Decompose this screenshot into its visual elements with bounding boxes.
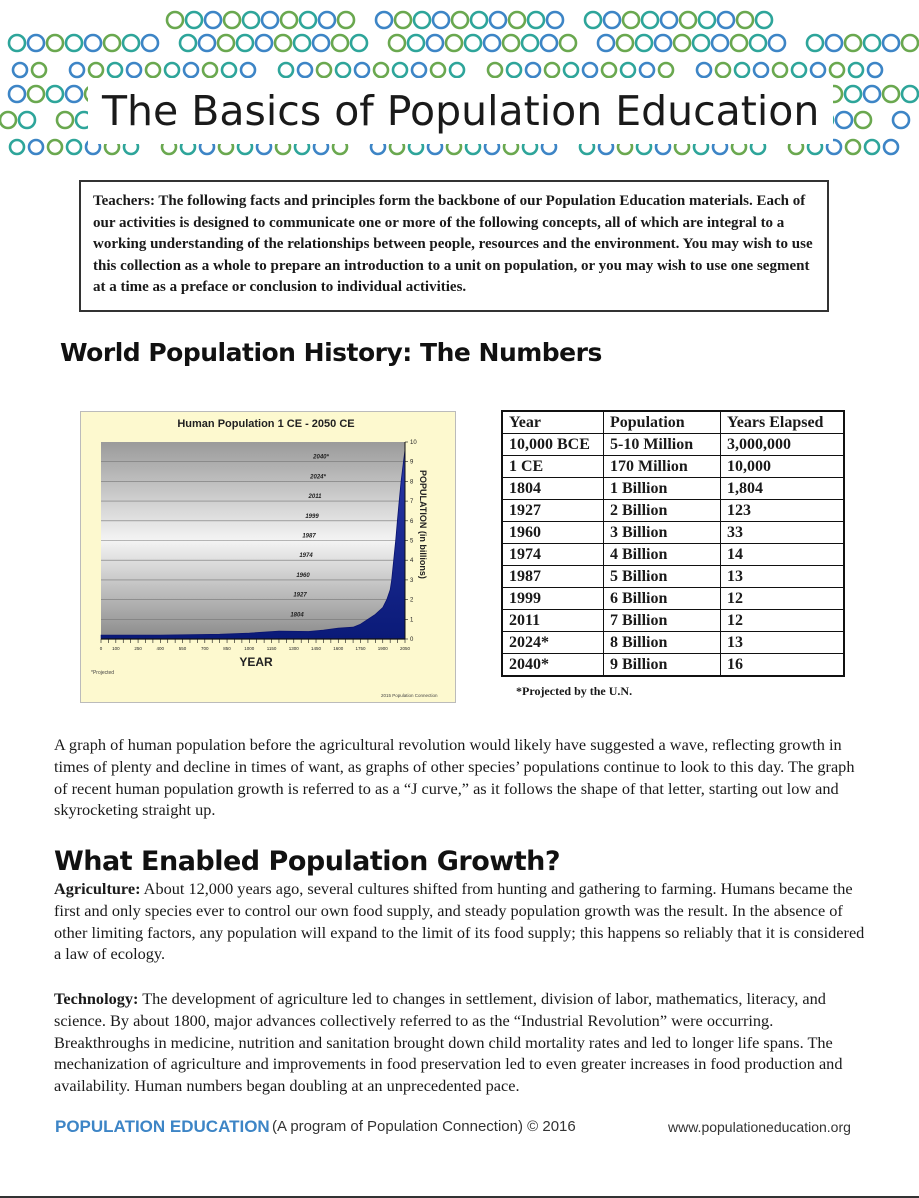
decorative-circle <box>332 35 348 51</box>
decorative-circle <box>522 35 538 51</box>
decorative-circle <box>712 35 728 51</box>
decorative-circle <box>408 35 424 51</box>
decorative-circle <box>389 35 405 51</box>
x-tick-label: 2050 <box>399 646 411 651</box>
table-footnote: *Projected by the U.N. <box>516 684 633 698</box>
decorative-circle <box>224 12 240 28</box>
cell-population: 1 Billion <box>604 478 721 500</box>
decorative-circle <box>446 35 462 51</box>
decorative-circle <box>431 63 445 77</box>
milestone-label: 2011 <box>308 494 322 501</box>
decorative-circle <box>585 12 601 28</box>
x-tick-label: 550 <box>178 646 187 651</box>
population-table <box>501 410 845 677</box>
col-header-years-elapsed: Years Elapsed <box>721 411 845 434</box>
decorative-circle <box>85 35 101 51</box>
projected-note: *Projected <box>91 670 115 676</box>
decorative-circle <box>108 63 122 77</box>
decorative-circle <box>222 63 236 77</box>
decorative-circle <box>547 12 563 28</box>
decorative-circle <box>659 63 673 77</box>
decorative-circle <box>604 12 620 28</box>
decorative-circle <box>298 63 312 77</box>
decorative-circle <box>9 35 25 51</box>
decorative-circle <box>47 35 63 51</box>
decorative-circle <box>241 63 255 77</box>
cell-years-elapsed: 1,804 <box>721 478 845 500</box>
y-tick-label: 7 <box>410 499 414 506</box>
decorative-circle <box>336 63 350 77</box>
decorative-circle <box>769 35 785 51</box>
agriculture-label: Agriculture: <box>54 879 141 898</box>
decorative-circle <box>507 63 521 77</box>
decorative-circle <box>811 63 825 77</box>
cell-population: 3 Billion <box>604 522 721 544</box>
milestone-label: 2040* <box>313 454 329 461</box>
decorative-circle <box>526 63 540 77</box>
x-tick-label: 1300 <box>288 646 299 651</box>
cell-population: 9 Billion <box>604 654 721 677</box>
decorative-circle <box>338 12 354 28</box>
decorative-circle <box>243 12 259 28</box>
cell-year: 1974 <box>502 544 604 566</box>
population-chart-svg <box>81 412 455 702</box>
decorative-circle <box>167 12 183 28</box>
col-header-year: Year <box>502 411 604 434</box>
x-tick-label: 850 <box>223 646 231 651</box>
decorative-circle <box>412 63 426 77</box>
decorative-circle <box>19 112 35 128</box>
technology-text: The development of agriculture led to changes in settlement, division of labor, mathematics, literacy, and science. By about 1800, major advances collectively referred to as the “Industrial Revolution” were occurring. Breakthroughs in medicine, nutrition and sanitation brought down child mortality rates and led to longer life spans. The mechanization of agriculture and improvements in food preservation led to even greater increases in food production and availability. Human numbers began doubling at an unprecedented pace. <box>54 989 843 1096</box>
x-tick-label: 0 <box>99 646 103 651</box>
decorative-circle <box>545 63 559 77</box>
milestone-label: 1999 <box>305 513 319 520</box>
cell-years-elapsed: 12 <box>721 588 845 610</box>
decorative-circle <box>237 35 253 51</box>
x-tick-label: 1600 <box>333 646 344 651</box>
decorative-circle <box>674 35 690 51</box>
milestone-label: 1974 <box>299 553 313 560</box>
decorative-circle <box>427 35 443 51</box>
table-row <box>502 588 844 610</box>
decorative-circle <box>376 12 392 28</box>
y-tick-label: 3 <box>410 577 414 584</box>
decorative-circle <box>699 12 715 28</box>
decorative-circle <box>67 140 81 154</box>
decorative-circle <box>868 63 882 77</box>
decorative-circle <box>773 63 787 77</box>
chart-credit: 2015 Population Connection <box>381 693 438 698</box>
decorative-circle <box>66 35 82 51</box>
decorative-circle <box>490 12 506 28</box>
y-tick-label: 4 <box>410 558 414 565</box>
decorative-circle <box>9 86 25 102</box>
decorative-circle <box>636 35 652 51</box>
decorative-circle <box>10 140 24 154</box>
decorative-circle <box>826 35 842 51</box>
table-header-row <box>502 411 844 434</box>
decorative-circle <box>807 35 823 51</box>
cell-population: 5 Billion <box>604 566 721 588</box>
x-tick-label: 1150 <box>266 646 277 651</box>
decorative-circle <box>351 35 367 51</box>
table-row <box>502 500 844 522</box>
decorative-circle <box>123 35 139 51</box>
technology-label: Technology: <box>54 989 139 1008</box>
cell-population: 170 Million <box>604 456 721 478</box>
decorative-circle <box>488 63 502 77</box>
cell-years-elapsed: 10,000 <box>721 456 845 478</box>
decorative-circle <box>104 35 120 51</box>
decorative-circle <box>792 63 806 77</box>
decorative-circle <box>393 63 407 77</box>
cell-year: 1960 <box>502 522 604 544</box>
decorative-circle <box>855 112 871 128</box>
x-axis-label: YEAR <box>239 655 273 669</box>
table-row <box>502 478 844 500</box>
table-row <box>502 632 844 654</box>
y-axis-label: POPULATION (in billions) <box>418 470 428 579</box>
decorative-circle <box>317 63 331 77</box>
decorative-circle <box>845 35 861 51</box>
x-tick-label: 1900 <box>377 646 388 651</box>
decorative-circle <box>57 112 73 128</box>
x-tick-label: 1450 <box>311 646 322 651</box>
decorative-circle <box>640 63 654 77</box>
cell-year: 1999 <box>502 588 604 610</box>
footer-website-link[interactable]: www.populationeducation.org <box>668 1119 851 1135</box>
decorative-circle <box>275 35 291 51</box>
decorative-circle <box>583 63 597 77</box>
decorative-circle <box>902 86 918 102</box>
cell-years-elapsed: 13 <box>721 632 845 654</box>
decorative-circle <box>203 63 217 77</box>
decorative-circle <box>218 35 234 51</box>
decorative-circle <box>655 35 671 51</box>
milestone-label: 2024* <box>310 474 326 481</box>
cell-population: 4 Billion <box>604 544 721 566</box>
decorative-circle <box>205 12 221 28</box>
decorative-circle <box>28 86 44 102</box>
decorative-circle <box>846 140 860 154</box>
cell-population: 6 Billion <box>604 588 721 610</box>
decorative-circle <box>503 35 519 51</box>
decorative-circle <box>750 35 766 51</box>
decorative-circle <box>70 63 84 77</box>
decorative-circle <box>564 63 578 77</box>
section-heading-growth: What Enabled Population Growth? <box>54 846 560 877</box>
decorative-circle <box>465 35 481 51</box>
agriculture-paragraph <box>54 878 866 965</box>
agriculture-text: About 12,000 years ago, several cultures shifted from hunting and gathering to farming. Humans became the first and only species ever to control our own food supply, and steady population growth was the result. In the absence of other limiting factors, any population will expand to the limit of its food supply; this happens so reliably that it is considered a law of ecology. <box>54 879 865 964</box>
x-tick-label: 100 <box>112 646 120 651</box>
decorative-circle <box>754 63 768 77</box>
decorative-circle <box>623 12 639 28</box>
table-row <box>502 522 844 544</box>
decorative-circle <box>186 12 202 28</box>
decorative-circle <box>471 12 487 28</box>
decorative-circle <box>602 63 616 77</box>
cell-years-elapsed: 14 <box>721 544 845 566</box>
decorative-circle <box>883 35 899 51</box>
cell-population: 7 Billion <box>604 610 721 632</box>
y-tick-label: 8 <box>410 479 414 486</box>
cell-years-elapsed: 12 <box>721 610 845 632</box>
decorative-circle <box>849 63 863 77</box>
cell-year: 1987 <box>502 566 604 588</box>
cell-years-elapsed: 33 <box>721 522 845 544</box>
decorative-circle <box>414 12 430 28</box>
y-tick-label: 6 <box>410 518 414 525</box>
decorative-circle <box>452 12 468 28</box>
decorative-circle <box>509 12 525 28</box>
page-title: The Basics of Population Education <box>88 78 833 144</box>
decorative-circle <box>883 86 899 102</box>
col-header-population: Population <box>604 411 721 434</box>
decorative-circle <box>598 35 614 51</box>
cell-years-elapsed: 13 <box>721 566 845 588</box>
cell-years-elapsed: 3,000,000 <box>721 434 845 456</box>
y-tick-label: 2 <box>410 597 414 604</box>
decorative-circle <box>845 86 861 102</box>
decorative-circle <box>864 86 880 102</box>
table-row <box>502 654 844 677</box>
y-tick-label: 10 <box>410 440 417 446</box>
y-tick-label: 1 <box>410 617 414 624</box>
cell-year: 2040* <box>502 654 604 677</box>
decorative-circle <box>127 63 141 77</box>
cell-year: 2024* <box>502 632 604 654</box>
decorative-circle <box>29 140 43 154</box>
table-row <box>502 434 844 456</box>
decorative-circle <box>184 63 198 77</box>
table-row <box>502 456 844 478</box>
decorative-circle <box>262 12 278 28</box>
decorative-circle <box>146 63 160 77</box>
decorative-circle <box>89 63 103 77</box>
decorative-circle <box>319 12 335 28</box>
decorative-circle <box>374 63 388 77</box>
decorative-circle <box>13 63 27 77</box>
decorative-circle <box>621 63 635 77</box>
decorative-circle <box>756 12 772 28</box>
cell-population: 2 Billion <box>604 500 721 522</box>
decorative-circle <box>395 12 411 28</box>
decorative-circle <box>528 12 544 28</box>
decorative-circle <box>48 140 62 154</box>
milestone-label: 1927 <box>293 592 307 599</box>
decorative-circle <box>617 35 633 51</box>
population-chart <box>80 411 456 703</box>
decorative-circle <box>294 35 310 51</box>
decorative-circle <box>28 35 44 51</box>
decorative-circle <box>830 63 844 77</box>
decorative-circle <box>47 86 63 102</box>
decorative-circle <box>737 12 753 28</box>
decorative-circle <box>142 35 158 51</box>
decorative-circle <box>300 12 316 28</box>
decorative-circle <box>716 63 730 77</box>
table-row <box>502 610 844 632</box>
decorative-circle <box>279 63 293 77</box>
cell-population: 5-10 Million <box>604 434 721 456</box>
decorative-circle <box>484 35 500 51</box>
cell-year: 1 CE <box>502 456 604 478</box>
milestone-label: 1987 <box>302 533 316 540</box>
table-row <box>502 566 844 588</box>
cell-years-elapsed: 16 <box>721 654 845 677</box>
section-heading-history: World Population History: The Numbers <box>60 338 602 367</box>
decorative-circle <box>680 12 696 28</box>
decorative-circle <box>693 35 709 51</box>
decorative-circle <box>199 35 215 51</box>
decorative-circle <box>836 112 852 128</box>
milestone-label: 1804 <box>290 612 304 619</box>
decorative-circle <box>180 35 196 51</box>
chart-title: Human Population 1 CE - 2050 CE <box>177 418 355 430</box>
y-tick-label: 5 <box>410 538 414 545</box>
cell-year: 2011 <box>502 610 604 632</box>
decorative-circle <box>661 12 677 28</box>
decorative-circle <box>642 12 658 28</box>
table-row <box>502 544 844 566</box>
y-tick-label: 9 <box>410 459 414 466</box>
cell-years-elapsed: 123 <box>721 500 845 522</box>
decorative-circle <box>32 63 46 77</box>
j-curve-paragraph: A graph of human population before the agricultural revolution would likely have suggested a wave, reflecting growth in times of plenty and decline in times of want, as graphs of other species’ populations continue to look to this day. The graph of recent human population growth is referred to as a “J curve,” as it follows the shape of that letter, starting out low and skyrocketing straight up. <box>54 735 855 820</box>
x-tick-label: 250 <box>134 646 142 651</box>
milestone-label: 1960 <box>296 572 310 579</box>
decorative-circle <box>256 35 272 51</box>
decorative-circle <box>313 35 329 51</box>
decorative-circle <box>355 63 369 77</box>
decorative-circle <box>281 12 297 28</box>
decorative-circle <box>66 86 82 102</box>
footer-program-text: (A program of Population Connection) © 2016 <box>272 1118 576 1135</box>
decorative-circle <box>560 35 576 51</box>
decorative-circle <box>731 35 747 51</box>
decorative-circle <box>893 112 909 128</box>
cell-population: 8 Billion <box>604 632 721 654</box>
cell-year: 1927 <box>502 500 604 522</box>
decorative-circle <box>0 112 16 128</box>
x-tick-label: 700 <box>201 646 209 651</box>
cell-year: 1804 <box>502 478 604 500</box>
decorative-circle <box>718 12 734 28</box>
decorative-circle <box>433 12 449 28</box>
decorative-circle <box>697 63 711 77</box>
technology-paragraph <box>54 988 866 1097</box>
x-tick-label: 1000 <box>244 646 255 651</box>
intro-box: Teachers: The following facts and principles form the backbone of our Population Education materials. Each of our activities is designed to communicate one or more of the following concepts, all of which are integral to a working understanding of the relationships between people, resources and the environment. You may wish to use this collection as a whole to prepare an introduction to a unit on population, or you may wish to use one segment at a time as a preface or conclusion to individual activities. <box>79 180 829 312</box>
decorative-circle <box>165 63 179 77</box>
x-tick-label: 1750 <box>355 646 366 651</box>
decorative-circle <box>450 63 464 77</box>
decorative-circle <box>864 35 880 51</box>
x-tick-label: 400 <box>156 646 165 651</box>
decorative-circle <box>865 140 879 154</box>
decorative-circle <box>541 35 557 51</box>
decorative-circle <box>902 35 918 51</box>
decorative-circle <box>735 63 749 77</box>
footer-brand-logo: POPULATION EDUCATION <box>55 1117 270 1136</box>
cell-year: 10,000 BCE <box>502 434 604 456</box>
decorative-circle <box>884 140 898 154</box>
y-tick-label: 0 <box>410 637 414 643</box>
